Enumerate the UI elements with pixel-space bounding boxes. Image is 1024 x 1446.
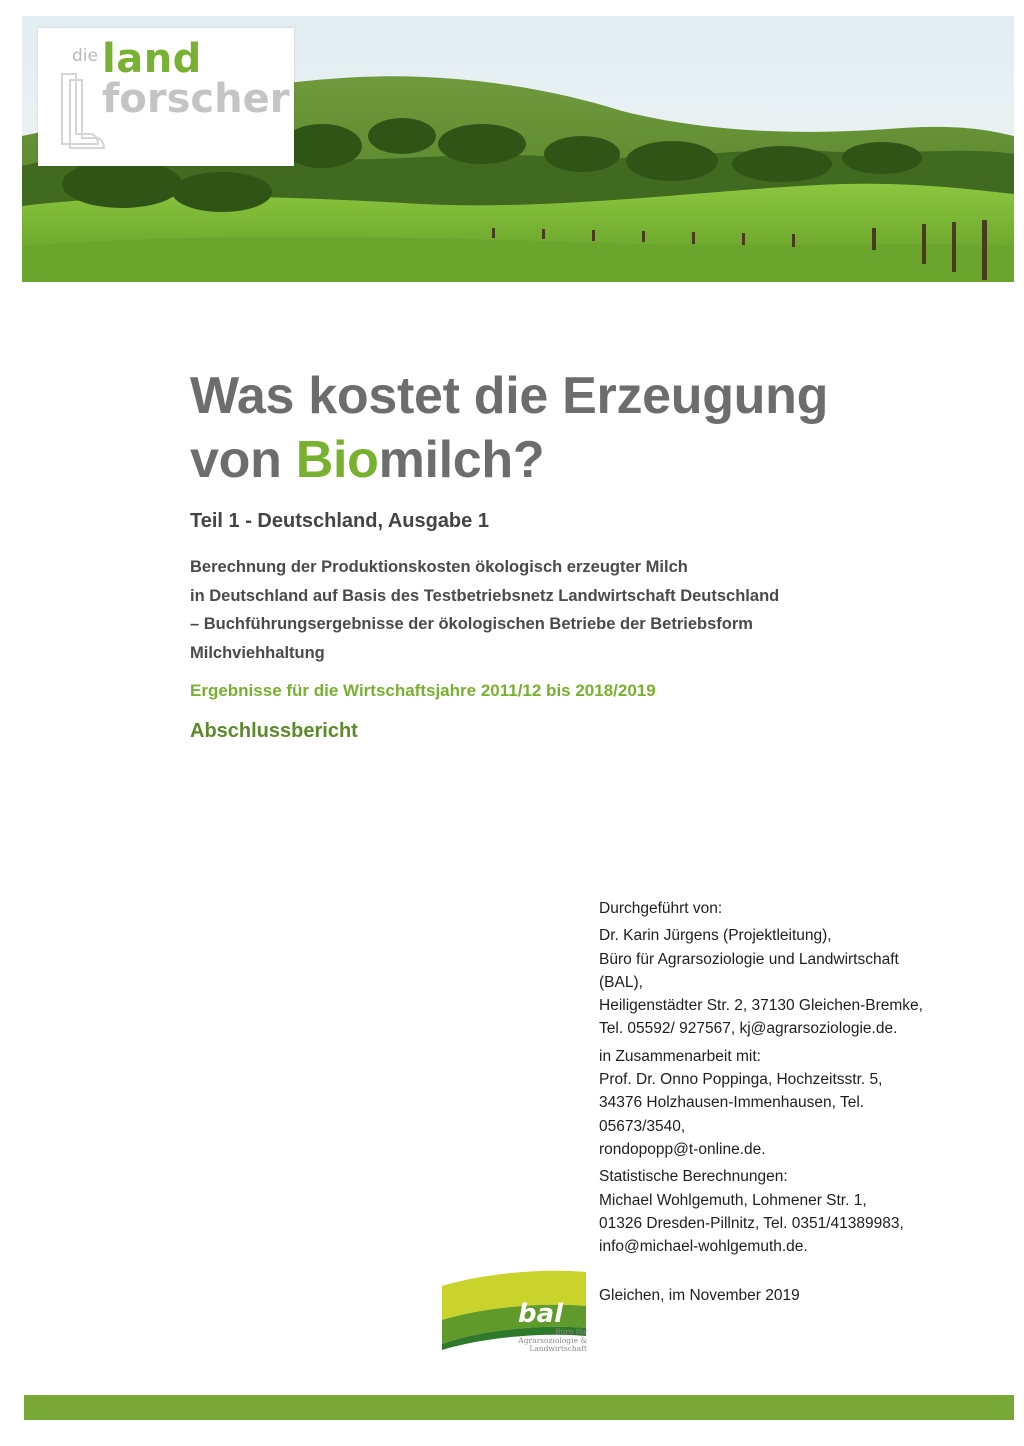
statistics-label: Statistische Berechnungen: (599, 1168, 788, 1186)
bal-logo (440, 1266, 588, 1372)
credits-line: 01326 Dresden-Pillnitz, Tel. 0351/41389983, (599, 1214, 904, 1232)
credits-line: rondopopp@t-online.de. (599, 1140, 766, 1158)
bal-caption-line: Landwirtschaft (529, 1344, 587, 1353)
fiscal-years-range: Ergebnisse für die Wirtschaftsjahre 2011/12 bis 2018/2019 (190, 681, 656, 700)
logo-word-forscher: forscher (102, 76, 290, 122)
landforscher-logo (38, 28, 294, 166)
description-line: Milchviehhaltung (190, 643, 325, 662)
boots-icon (56, 64, 106, 154)
title-line-2-end: milch? (378, 431, 545, 489)
credits-line: 05673/3540, (599, 1117, 686, 1135)
bal-caption-line: Büro für (554, 1327, 587, 1336)
description-line: Berechnung der Produktionskosten ökologisch erzeugter Milch (190, 558, 688, 576)
credits-line: Büro für Agrarsoziologie und Landwirtschaft (599, 950, 899, 968)
credits-line: Michael Wohlgemuth, Lohmener Str. 1, (599, 1191, 867, 1209)
bal-logo-word: bal (518, 1299, 564, 1329)
credits-line: (BAL), (599, 973, 643, 991)
credits-line: Prof. Dr. Onno Poppinga, Hochzeitsstr. 5, (599, 1071, 883, 1089)
project-lead-block (599, 924, 999, 1040)
credits-line: 34376 Holzhausen-Immenhausen, Tel. (599, 1094, 865, 1112)
logo-word-land: land (102, 36, 202, 82)
credits-line: Tel. 05592/ 927567, kj@agrarsoziologie.de. (599, 1020, 898, 1038)
credits-block (599, 897, 999, 1262)
document-title (190, 364, 828, 492)
title-accent: Bio (295, 431, 379, 489)
description-line: – Buchführungsergebnisse der ökologischen Betriebe der Betriebsform (190, 615, 753, 633)
cooperation-label: in Zusammenarbeit mit: (599, 1047, 761, 1065)
bal-caption-line: Agrarsoziologie & (518, 1335, 587, 1345)
title-line-2-start: von (190, 431, 296, 489)
credits-label: Durchgeführt von: (599, 900, 723, 917)
bal-logo-caption (497, 1328, 587, 1354)
description-block (190, 553, 830, 667)
credits-line: Dr. Karin Jürgens (Projektleitung), (599, 927, 832, 945)
footer-bar (24, 1395, 1014, 1420)
description-line: in Deutschland auf Basis des Testbetriebsnetz Landwirtschaft Deutschland (190, 586, 780, 605)
logo-prefix: die (72, 46, 98, 66)
place-and-date: Gleichen, im November 2019 (599, 1287, 800, 1304)
credits-line: info@michael-wohlgemuth.de. (599, 1238, 808, 1256)
credits-line: Heiligenstädter Str. 2, 37130 Gleichen-Bremke, (599, 997, 923, 1015)
report-type: Abschlussbericht (190, 720, 358, 742)
title-line-1: Was kostet die Erzeugung (190, 367, 829, 425)
document-subtitle: Teil 1 - Deutschland, Ausgabe 1 (190, 510, 489, 532)
